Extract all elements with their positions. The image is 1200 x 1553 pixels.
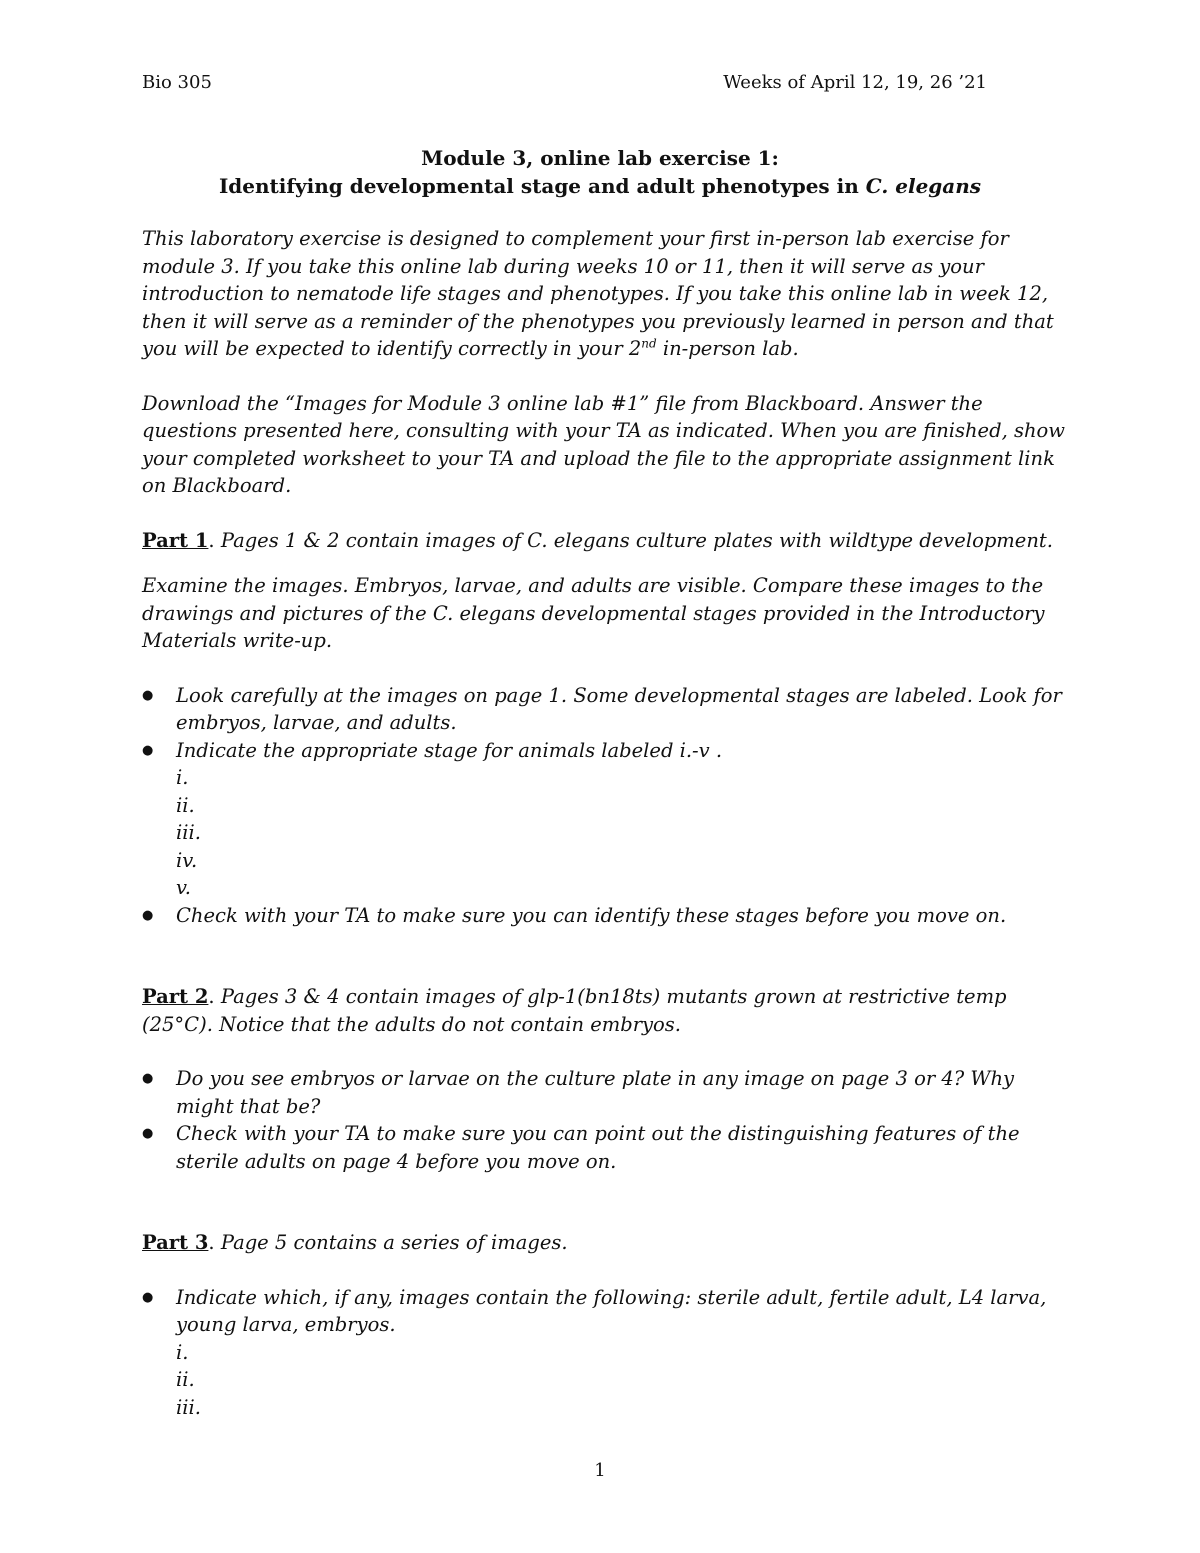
part1-bullet-2-text: ● Indicate the appropriate stage for animals labeled i.-v .	[176, 738, 723, 762]
intro-sup: nd	[641, 336, 657, 351]
part1-numeral-list	[176, 764, 1067, 902]
numeral-item: i.	[176, 1340, 189, 1364]
numeral-item: v.	[176, 876, 191, 899]
part2-bullets	[142, 1065, 1067, 1175]
part3-heading-text: Page 5 contains a series of images.	[220, 1231, 568, 1254]
part2-heading: Part 2. Pages 3 & 4 contain images of glp-1(bn18ts) mutants grown at restrictive temp (25°C). Notice that the adults do not contain embryos.	[142, 985, 1007, 1036]
part3-bullet-1-text: ● Indicate which, if any, images contain the following: sterile adult, fertile adult, L4 larva, young larva, embryos.	[176, 1285, 1047, 1336]
title-line-2-italic: C. elegans	[865, 174, 982, 198]
part1-heading-text: Pages 1 & 2 contain images of C. elegans culture plates with wildtype development.	[220, 528, 1053, 552]
numeral-item: ii.	[176, 793, 195, 817]
part1-bullet-1: ● Look carefully at the images on page 1. Some developmental stages are labeled. Look for embryos, larvae, and adults.	[142, 682, 1067, 737]
numeral-item: ii.	[176, 1368, 195, 1391]
part2-label: Part 2	[142, 985, 209, 1008]
part3-label: Part 3	[142, 1231, 209, 1254]
part2-heading-text: Pages 3 & 4 contain images of glp-1(bn18ts) mutants grown at restrictive temp (25°C). Notice that the adults do not contain embryos.	[142, 985, 1007, 1036]
numeral-item: iv.	[176, 848, 198, 872]
part1-label: Part 1	[142, 528, 209, 552]
intro-paragraph	[142, 225, 1067, 363]
download-paragraph: Download the “Images for Module 3 online lab #1” file from Blackboard. Answer the questions presented here, consulting with your TA as indicated. When you are finished, show your completed worksheet to your TA and upload the file to the appropriate assignment link on Blackboard.	[142, 391, 1065, 497]
part1-bullet-2	[142, 737, 1067, 902]
title-line-2	[142, 172, 1058, 200]
part2-bullet-2: ● Check with your TA to make sure you can point out the distinguishing features of the sterile adults on page 4 before you move on.	[142, 1120, 1067, 1175]
part3-heading: Part 3. Page 5 contains a series of images.	[142, 1231, 568, 1254]
title-line-2-main: Identifying developmental stage and adult phenotypes in	[218, 174, 866, 198]
intro-text-b: in-person lab.	[656, 337, 799, 360]
part3-numeral-list	[176, 1339, 1067, 1422]
part1-bullet-3: ● Check with your TA to make sure you can identify these stages before you move on.	[142, 902, 1067, 930]
part1-examine: Examine the images. Embryos, larvae, and adults are visible. Compare these images to the drawings and pictures of the C. elegans developmental stages provided in the Introductory Materials write-up.	[142, 574, 1045, 652]
part3-bullet-1	[142, 1284, 1067, 1422]
date-label: Weeks of April 12, 19, 26 ’21	[723, 72, 987, 93]
document-title	[142, 144, 1058, 200]
page-number: 1	[594, 1460, 606, 1481]
document-body	[142, 225, 1067, 1421]
numeral-item: i.	[176, 766, 189, 789]
part1-bullets	[142, 682, 1067, 930]
course-label: Bio 305	[142, 72, 212, 93]
page-header	[142, 72, 987, 102]
numeral-item: iii.	[176, 821, 201, 844]
part3-bullets	[142, 1284, 1067, 1422]
part2-bullet-1: ● Do you see embryos or larvae on the culture plate in any image on page 3 or 4? Why might that be?	[142, 1065, 1067, 1120]
intro-text-a: This laboratory exercise is designed to complement your first in-person lab exercise for module 3. If you take this online lab during weeks 10 or 11, then it will serve as your introduction to nematode life stages and phenotypes. If you take this online lab in week 12, then it will serve as a reminder of the phenotypes you previously learned in person and that you will be expected to identify correctly in your 2	[142, 227, 1054, 360]
title-line-1: Module 3, online lab exercise 1:	[421, 146, 779, 170]
part1-heading: Part 1. Pages 1 & 2 contain images of C. elegans culture plates with wildtype development.	[142, 528, 1053, 552]
numeral-item: iii.	[176, 1395, 201, 1419]
